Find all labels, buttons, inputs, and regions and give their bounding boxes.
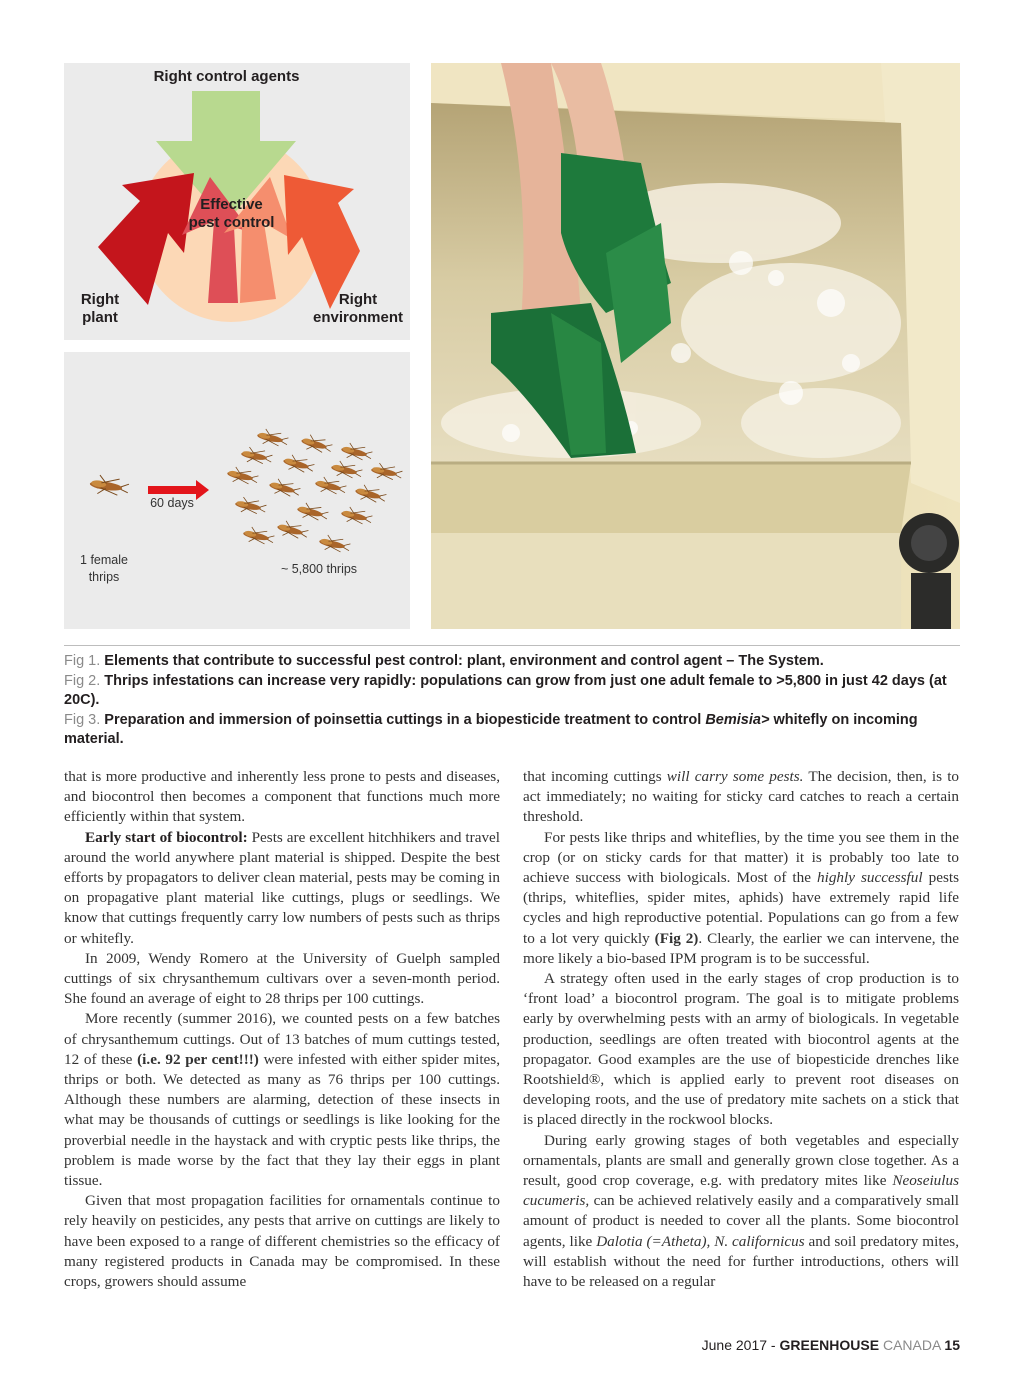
figure-3-photo: [431, 63, 960, 629]
caption-fig3-italic: Bemisia>: [705, 711, 770, 728]
article-column-left: [64, 767, 500, 1292]
paragraph: In 2009, Wendy Romero at the University of Guelph sampled cuttings of six chrysanthemum cultivars over a seven-month period. She found an average of eight to 28 thrips per 100 cuttings.: [64, 949, 500, 1008]
label-5800-thrips: ~ 5,800 thrips: [280, 562, 358, 576]
page-footer: [702, 1337, 960, 1353]
emphasis: highly successful: [817, 869, 923, 887]
emphasis: will carry some pests.: [666, 768, 804, 785]
emphasis: Neoseiulus cucumeris,: [523, 1172, 959, 1210]
paragraph: Given that most propagation facilities for ornamentals continue to rely heavily on pesticides, any pests that arrive on cuttings are likely to have been exposed to a range of different chemistries so the efficacy of many registered products in Canada may be compromised. In these crops, growers should assume: [64, 1192, 500, 1291]
caption-fig2-number: Fig 2.: [64, 672, 101, 689]
paragraph: [64, 1009, 500, 1191]
paragraph-text: can be achieved relatively easily and a comparatively small amount of product is needed to cover all the plants. Some biocontrol agents, like: [523, 1192, 959, 1250]
paragraph: A strategy often used in the early stages of crop production is to ‘front load’ a biocontrol program. The goal is to mitigate problems early by overwhelming pests with an army of biologicals. In vegetable production, seedlings are often treated with biocontrol agents at the propagator. Good examples are the use of biopesticide drenches like Rootshield®, which is applied early to prevent root diseases on developing roots, and the use of predatory mite sachets on a stick that is placed directly in the rockwool blocks.: [523, 970, 959, 1129]
figure-1-system-diagram: [64, 63, 410, 340]
footer-brand-suffix: CANADA: [879, 1337, 945, 1353]
paragraph: [523, 1131, 959, 1293]
figure-2-thrips-growth: [64, 352, 410, 629]
thrips-growth-graphic: [64, 352, 410, 629]
paragraph-text: and soil predatory mites, will establish without the need for further introductions, others will have to be released on a regular: [523, 1232, 959, 1291]
caption-fig1-number: Fig 1.: [64, 653, 101, 669]
thrips-swarm-icon: [226, 427, 403, 554]
single-thrips-icon: [89, 474, 130, 498]
footer-date: June 2017 -: [701, 1337, 780, 1353]
paragraph-text: . Clearly, the earlier we can intervene, the more likely a bio-based IPM program is to be successful.: [523, 929, 959, 967]
caption-fig2: [64, 672, 960, 711]
caption-fig3: [64, 711, 960, 750]
label-right-environment: Right environment: [312, 291, 403, 326]
paragraph-text: Pests are excellent hitchhikers and travel around the world anywhere plant material is shipped. Despite the best efforts by propagators to deliver clean material, pests may be coming in on propagative plant material like cuttings, plugs or seedlings. We know that cuttings frequently carry low numbers of pests such as thrips or whitefly.: [64, 828, 501, 947]
page-number: 15: [944, 1337, 960, 1353]
paragraph-text: that incoming cuttings: [523, 768, 667, 785]
paragraph-text: More recently (summer 2016), we counted pests on a few batches of chrysanthemum cuttings. Out of 13 batches of mum cuttings tested, 12 of these: [64, 1010, 500, 1068]
label-right-plant: Right plant: [80, 291, 120, 326]
emphasis: (i.e. 92 per cent!!!): [137, 1050, 259, 1068]
caption-fig2-text: Thrips infestations can increase very rapidly: populations can grow from just one adult female to >5,800 in just 42 days (at 20C).: [64, 672, 947, 708]
caption-fig3-text: [64, 712, 918, 748]
caption-fig1: [64, 652, 960, 672]
caption-fig3-text-b: whitefly on incoming material.: [64, 711, 918, 747]
label-sixty-days: 60 days: [150, 496, 194, 510]
paragraph-text: The decision, then, is to act immediately; no waiting for sticky card catches to reach a certain threshold.: [523, 768, 960, 826]
footer-brand: GREENHOUSE: [779, 1337, 880, 1353]
paragraph-text: pests (thrips, whiteflies, spider mites, aphids) have extremely rapid life cycles and high reproductive potential. Populations can go from a few to a lot very quickly: [523, 869, 959, 947]
emphasis: Dalotia (=Atheta), N. californicus: [596, 1232, 805, 1250]
subhead-early-start: Early start of biocontrol:: [85, 828, 248, 846]
paragraph: [523, 828, 959, 969]
label-one-female-thrips: 1 female thrips: [80, 553, 128, 584]
label-right-control-agents: Right control agents: [153, 68, 300, 85]
paragraph: [64, 828, 500, 949]
article-column-right: [523, 767, 959, 1292]
paragraph-text: For pests like thrips and whiteflies, by the time you see them in the crop (or on sticky cards for that matter) it is probably too late to achieve success with biologicals. Most of the: [523, 828, 959, 887]
figure-captions: [64, 652, 960, 750]
paragraph-text: During early growing stages of both vegetables and especially ornamentals, plants are small and generally grown close together. As a result, good crop coverage, e.g. with predatory mites like: [523, 1131, 959, 1190]
label-effective-pest-control: Effective pest control: [188, 196, 275, 231]
figure-reference: (Fig 2): [654, 929, 699, 947]
caption-fig3-number: Fig 3.: [64, 711, 101, 728]
caption-fig3-text-a: Preparation and immersion of poinsettia cuttings in a biopesticide treatment to control: [104, 711, 706, 728]
paragraph: [523, 767, 959, 828]
paragraph: that is more productive and inherently less prone to pests and diseases, and biocontrol then becomes a component that functions much more efficiently within that system.: [64, 768, 500, 826]
caption-divider: [64, 645, 960, 646]
caption-fig1-text: Elements that contribute to successful pest control: plant, environment and control agent – The System.: [104, 653, 824, 669]
photo-cuttings-immersion-graphic: [431, 63, 960, 629]
paragraph-text: were infested with either spider mites, thrips or both. We detected as many as 76 thrips per 100 cuttings. Although these numbers are alarming, detection of these insects in what may be thousands of cuttings or seedlings is like looking for the proverbial needle in the haystack and with cryptic pests like thrips, the problem is made worse by the fact that they lay their eggs in plant tissue.: [64, 1050, 500, 1190]
